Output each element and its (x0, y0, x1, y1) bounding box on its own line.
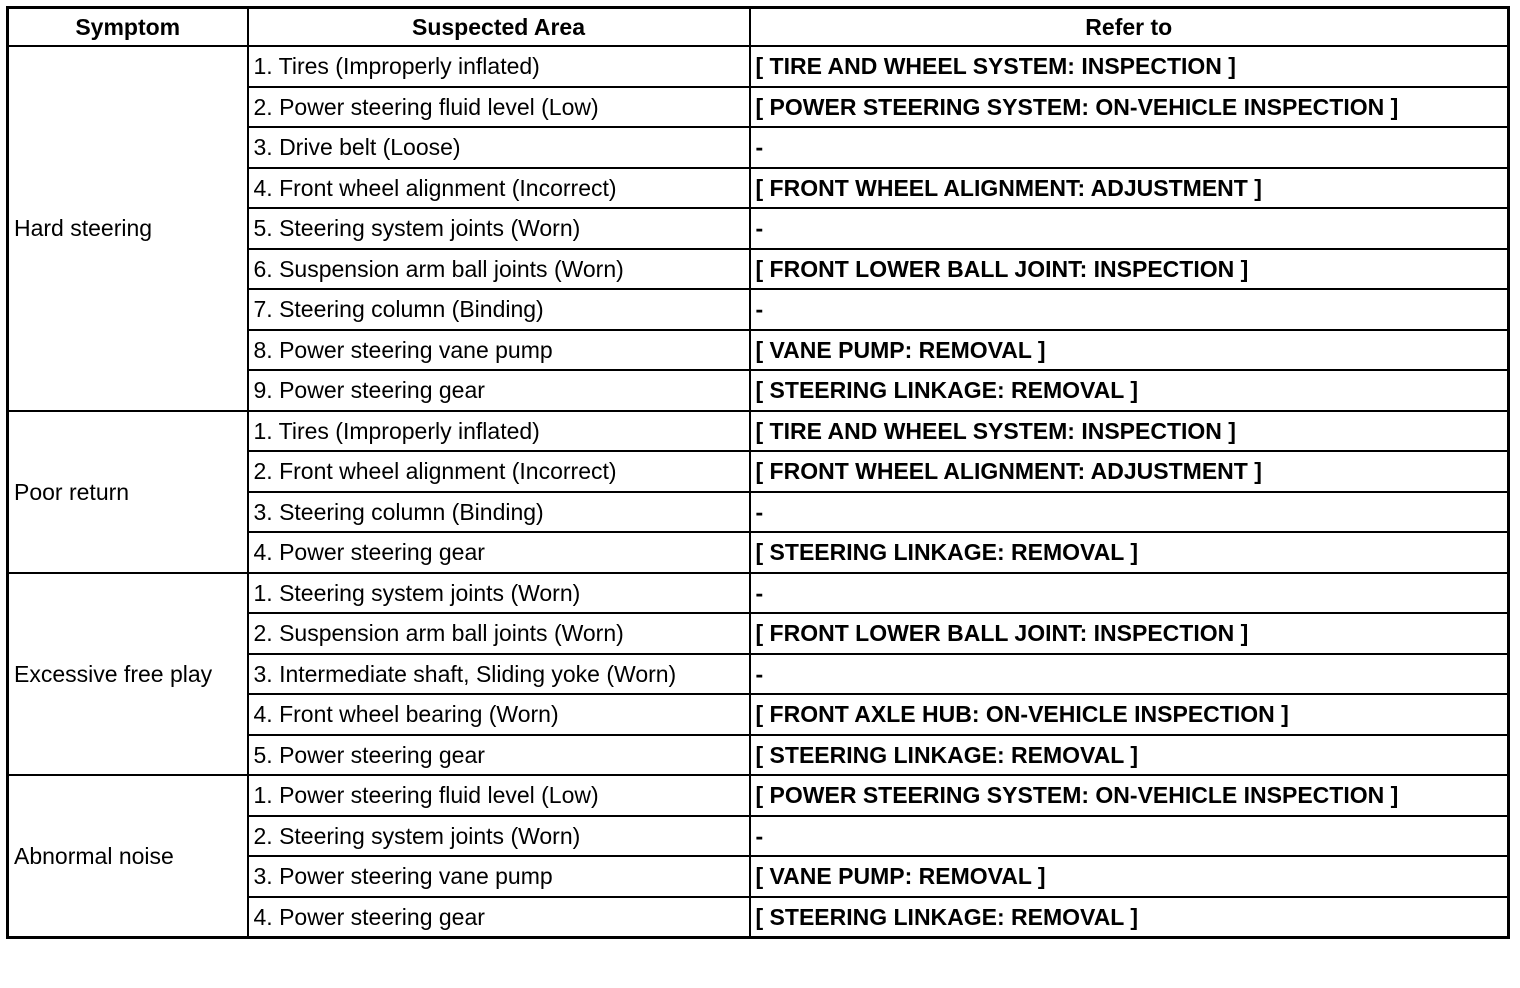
refer-to-cell: - (750, 816, 1509, 857)
suspected-area-cell: 1. Steering system joints (Worn) (248, 573, 750, 614)
suspected-area-cell: 2. Steering system joints (Worn) (248, 816, 750, 857)
refer-to-cell: - (750, 492, 1509, 533)
suspected-area-cell: 2. Front wheel alignment (Incorrect) (248, 451, 750, 492)
header-row (8, 8, 1509, 47)
suspected-area-cell: 2. Power steering fluid level (Low) (248, 87, 750, 128)
suspected-area-cell: 3. Steering column (Binding) (248, 492, 750, 533)
suspected-area-cell: 8. Power steering vane pump (248, 330, 750, 371)
suspected-area-cell: 4. Power steering gear (248, 897, 750, 938)
header-symptom: Symptom (8, 8, 248, 47)
suspected-area-cell: 5. Steering system joints (Worn) (248, 208, 750, 249)
refer-to-cell: [ FRONT WHEEL ALIGNMENT: ADJUSTMENT ] (750, 168, 1509, 209)
refer-to-cell: - (750, 573, 1509, 614)
refer-to-cell: [ TIRE AND WHEEL SYSTEM: INSPECTION ] (750, 411, 1509, 452)
suspected-area-cell: 7. Steering column (Binding) (248, 289, 750, 330)
header-refer-to: Refer to (750, 8, 1509, 47)
header-suspected-area: Suspected Area (248, 8, 750, 47)
suspected-area-cell: 4. Power steering gear (248, 532, 750, 573)
refer-to-cell: [ STEERING LINKAGE: REMOVAL ] (750, 735, 1509, 776)
refer-to-cell: - (750, 654, 1509, 695)
table-body (8, 46, 1509, 938)
suspected-area-cell: 1. Power steering fluid level (Low) (248, 775, 750, 816)
symptom-cell: Excessive free play (8, 573, 248, 776)
suspected-area-cell: 4. Front wheel bearing (Worn) (248, 694, 750, 735)
suspected-area-cell: 3. Power steering vane pump (248, 856, 750, 897)
refer-to-cell: - (750, 208, 1509, 249)
refer-to-cell: [ POWER STEERING SYSTEM: ON-VEHICLE INSPECTION ] (750, 775, 1509, 816)
refer-to-cell: [ POWER STEERING SYSTEM: ON-VEHICLE INSPECTION ] (750, 87, 1509, 128)
suspected-area-cell: 2. Suspension arm ball joints (Worn) (248, 613, 750, 654)
table-row (8, 411, 1509, 452)
refer-to-cell: [ VANE PUMP: REMOVAL ] (750, 330, 1509, 371)
refer-to-cell: [ FRONT WHEEL ALIGNMENT: ADJUSTMENT ] (750, 451, 1509, 492)
suspected-area-cell: 3. Drive belt (Loose) (248, 127, 750, 168)
suspected-area-cell: 6. Suspension arm ball joints (Worn) (248, 249, 750, 290)
table-row (8, 775, 1509, 816)
table-row (8, 46, 1509, 87)
table-header (8, 8, 1509, 47)
symptom-cell: Hard steering (8, 46, 248, 411)
refer-to-cell: [ FRONT LOWER BALL JOINT: INSPECTION ] (750, 613, 1509, 654)
suspected-area-cell: 1. Tires (Improperly inflated) (248, 411, 750, 452)
refer-to-cell: [ STEERING LINKAGE: REMOVAL ] (750, 532, 1509, 573)
refer-to-cell: [ VANE PUMP: REMOVAL ] (750, 856, 1509, 897)
refer-to-cell: [ STEERING LINKAGE: REMOVAL ] (750, 370, 1509, 411)
refer-to-cell: [ FRONT AXLE HUB: ON-VEHICLE INSPECTION ] (750, 694, 1509, 735)
refer-to-cell: [ TIRE AND WHEEL SYSTEM: INSPECTION ] (750, 46, 1509, 87)
refer-to-cell: [ STEERING LINKAGE: REMOVAL ] (750, 897, 1509, 938)
suspected-area-cell: 4. Front wheel alignment (Incorrect) (248, 168, 750, 209)
suspected-area-cell: 3. Intermediate shaft, Sliding yoke (Worn) (248, 654, 750, 695)
refer-to-cell: [ FRONT LOWER BALL JOINT: INSPECTION ] (750, 249, 1509, 290)
symptom-cell: Abnormal noise (8, 775, 248, 938)
suspected-area-cell: 5. Power steering gear (248, 735, 750, 776)
suspected-area-cell: 1. Tires (Improperly inflated) (248, 46, 750, 87)
troubleshooting-table (6, 6, 1510, 939)
table-row (8, 573, 1509, 614)
refer-to-cell: - (750, 127, 1509, 168)
symptom-cell: Poor return (8, 411, 248, 573)
refer-to-cell: - (750, 289, 1509, 330)
suspected-area-cell: 9. Power steering gear (248, 370, 750, 411)
